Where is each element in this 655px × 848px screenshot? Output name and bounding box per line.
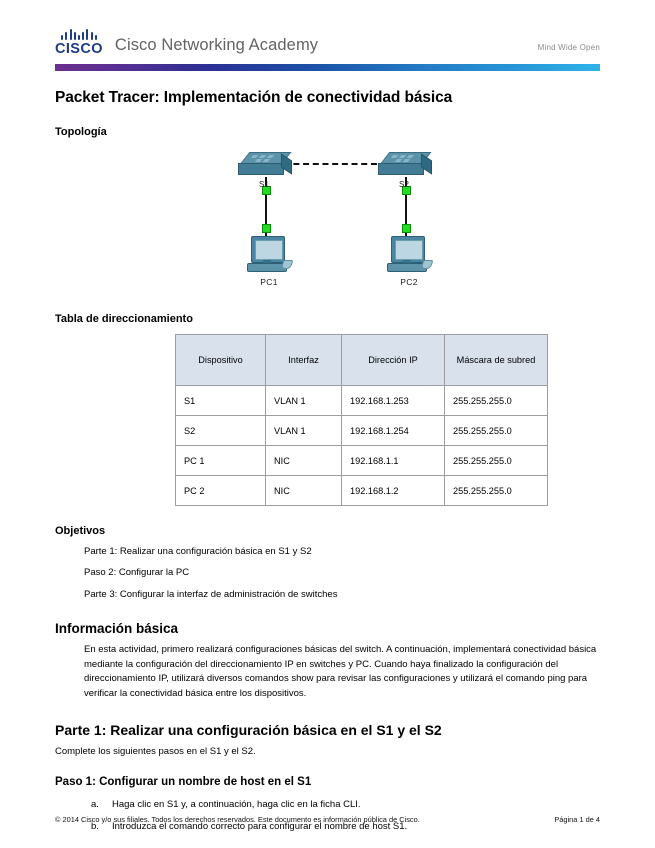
cell-device: PC 2 xyxy=(176,476,266,506)
column-header-subnet-mask: Máscara de subred xyxy=(445,335,548,386)
table-row xyxy=(176,446,548,476)
page-footer xyxy=(55,815,600,824)
addressing-table xyxy=(175,334,548,506)
column-header-device: Dispositivo xyxy=(176,335,266,386)
brand-lockup xyxy=(55,29,318,63)
cell-mask: 255.255.255.0 xyxy=(445,416,548,446)
device-switch-s2 xyxy=(378,152,434,178)
switch-icon xyxy=(238,152,290,178)
device-pc2 xyxy=(381,236,437,287)
cell-device: PC 1 xyxy=(176,446,266,476)
cell-ip: 192.168.1.1 xyxy=(342,446,445,476)
brand-gradient-divider xyxy=(55,64,600,71)
academy-title: Cisco Networking Academy xyxy=(114,36,319,54)
table-header-row xyxy=(176,335,548,386)
objective-item: Paso 2: Configurar la PC xyxy=(84,567,190,579)
pc2-label: PC2 xyxy=(400,277,418,287)
cisco-tagline: Mind Wide Open xyxy=(537,43,600,52)
page-title: Packet Tracer: Implementación de conectividad básica xyxy=(55,89,453,106)
list-marker: a. xyxy=(91,798,99,810)
footer-copyright: © 2014 Cisco y/o sus filiales. Todos los derechos reservados. Este documento es información pública de Cisco. xyxy=(55,815,420,824)
cell-interface: NIC xyxy=(266,446,342,476)
cisco-wordmark: CISCO xyxy=(55,40,103,57)
list-marker: b. xyxy=(91,820,99,832)
cisco-bridge-icon xyxy=(61,29,97,40)
cell-ip: 192.168.1.2 xyxy=(342,476,445,506)
part-1-intro: Complete los siguientes pasos en el S1 y el S2. xyxy=(55,745,256,757)
pc1-label: PC1 xyxy=(260,277,278,287)
switch-icon xyxy=(378,152,430,178)
table-row xyxy=(176,476,548,506)
switch-s1-label: S1 xyxy=(259,180,270,189)
heading-addressing-table: Tabla de direccionamiento xyxy=(55,313,193,325)
footer-page-number: Página 1 de 4 xyxy=(554,815,600,824)
page-header xyxy=(55,0,600,62)
device-switch-s1 xyxy=(238,152,294,178)
switch-s2-label: S2 xyxy=(399,180,410,189)
cell-ip: 192.168.1.253 xyxy=(342,386,445,416)
heading-objectives: Objetivos xyxy=(55,525,106,537)
computer-icon xyxy=(246,236,292,276)
objective-item: Parte 1: Realizar una configuración básica en S1 y S2 xyxy=(84,546,312,557)
table-row xyxy=(176,416,548,446)
column-header-interface: Interfaz xyxy=(266,335,342,386)
device-pc1 xyxy=(241,236,297,287)
cell-mask: 255.255.255.0 xyxy=(445,476,548,506)
heading-background: Información básica xyxy=(55,621,179,637)
cell-interface: VLAN 1 xyxy=(266,386,342,416)
column-header-ip: Dirección IP xyxy=(342,335,445,386)
link-led-pc1-nic xyxy=(262,224,271,233)
link-led-pc2-nic xyxy=(402,224,411,233)
cell-interface: NIC xyxy=(266,476,342,506)
table-row xyxy=(176,386,548,416)
cell-mask: 255.255.255.0 xyxy=(445,386,548,416)
background-paragraph: En esta actividad, primero realizará configuraciones básicas del switch. A continuación, implementará conectividad básica mediante la configuración del direccionamiento IP en switches y PC. Cuando haya finalizado la configuración del direccionamiento IP, utilizará diversos comandos show para revisar las configuraciones y utilizará el comando ping para verificar la conectividad básica entre los dispositivos. xyxy=(84,644,597,700)
cell-mask: 255.255.255.0 xyxy=(445,446,548,476)
cell-device: S1 xyxy=(176,386,266,416)
heading-part-1: Parte 1: Realizar una configuración básica en el S1 y el S2 xyxy=(55,721,442,738)
heading-topology: Topología xyxy=(55,126,107,138)
objective-item: Parte 3: Configurar la interfaz de administración de switches xyxy=(84,588,338,600)
computer-icon xyxy=(386,236,432,276)
cell-device: S2 xyxy=(176,416,266,446)
topology-diagram xyxy=(55,144,600,294)
cell-interface: VLAN 1 xyxy=(266,416,342,446)
cell-ip: 192.168.1.254 xyxy=(342,416,445,446)
list-item xyxy=(55,798,600,811)
list-item-text: Haga clic en S1 y, a continuación, haga clic en la ficha CLI. xyxy=(112,798,361,810)
cisco-logo xyxy=(55,29,103,57)
heading-step-1: Paso 1: Configurar un nombre de host en el S1 xyxy=(55,775,312,788)
list-item-text: Introduzca el comando correcto para configurar el nombre de host S1. xyxy=(112,820,408,832)
